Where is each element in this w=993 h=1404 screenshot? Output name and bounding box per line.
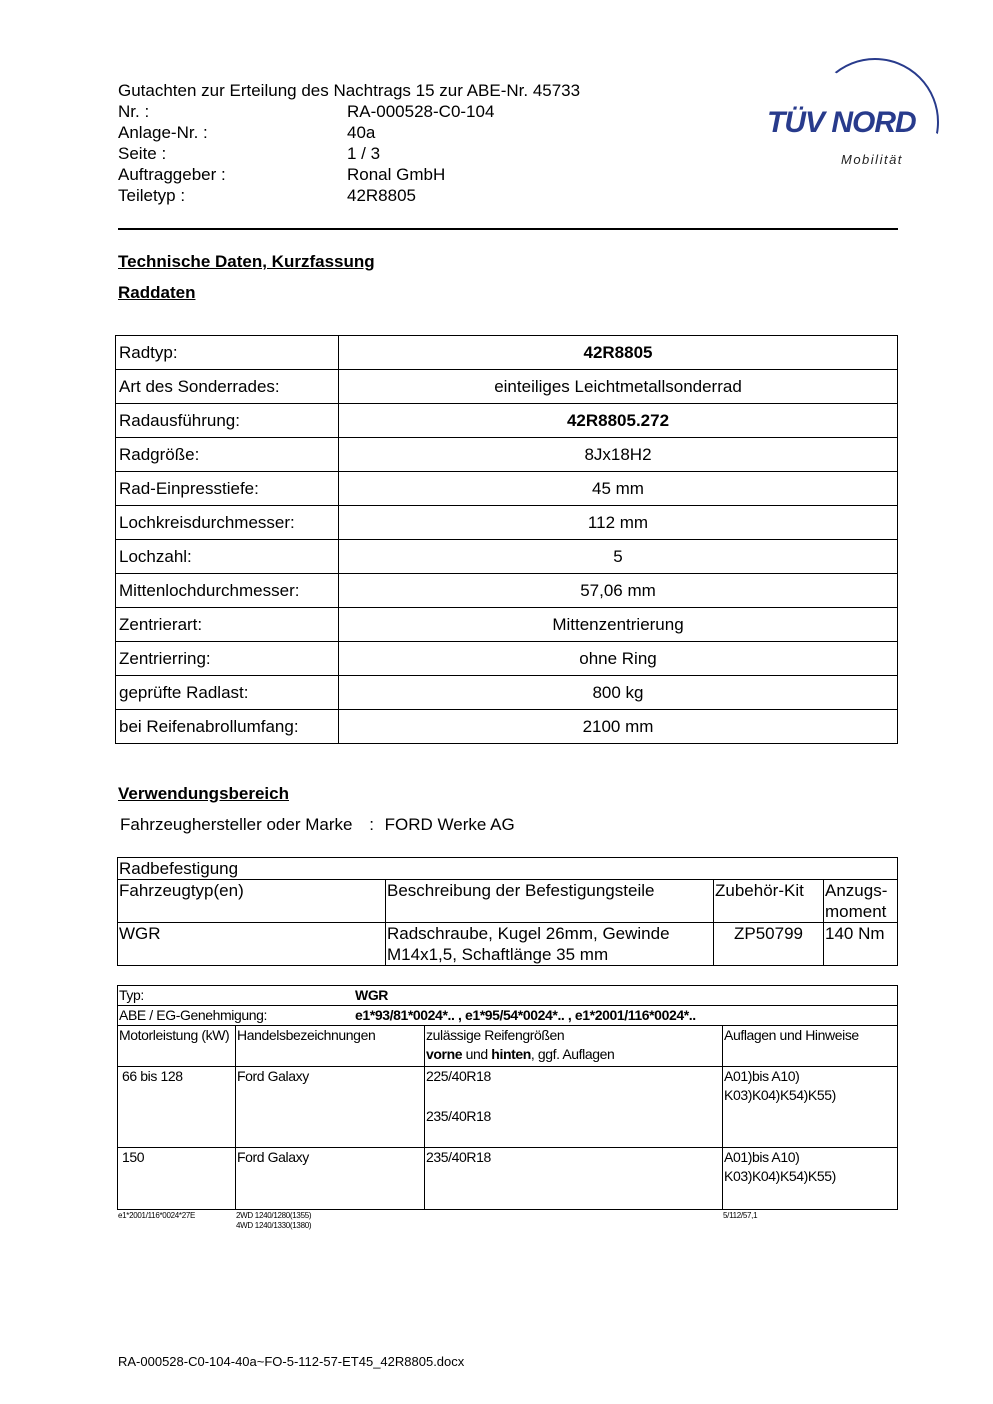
table-row [116, 642, 898, 676]
wheel-fixing-table [117, 857, 898, 966]
fixing-cell: ZP50799 [714, 923, 824, 966]
wheel-value: 800 kg [339, 676, 898, 710]
tyres-header-line2 [426, 1045, 721, 1064]
fixing-header: Zubehör-Kit [714, 880, 824, 923]
header-label: Auftraggeber : [118, 165, 226, 184]
notes-cell [723, 1067, 898, 1148]
header-tyres [425, 1026, 723, 1067]
table-row [116, 472, 898, 506]
maker-label: Fahrzeughersteller oder Marke [120, 815, 353, 834]
header-divider [118, 228, 898, 230]
notes-cell [723, 1148, 898, 1210]
header-label: Seite : [118, 144, 167, 163]
tyres-and: und [465, 1046, 488, 1062]
wheel-value: 5 [339, 540, 898, 574]
header-label: Anlage-Nr. : [118, 123, 208, 142]
table-row [116, 676, 898, 710]
note-line: A01)bis A10) [724, 1149, 800, 1165]
vehicle-type-table [117, 985, 898, 1210]
section-heading-tech: Technische Daten, Kurzfassung [118, 252, 375, 271]
approval-value: e1*93/81*0024*.. , e1*95/54*0024*.. , e1*2001/116*0024*.. [355, 1007, 696, 1023]
maker-separator: : [369, 815, 374, 834]
tyres-cell [425, 1067, 723, 1148]
wheel-label: geprüfte Radlast: [116, 676, 339, 710]
wheel-label: Zentrierring: [116, 642, 339, 676]
document-title: Gutachten zur Erteilung des Nachtrags 15 zur ABE-Nr. 45733 [118, 81, 581, 100]
wheel-data-table [115, 335, 898, 744]
wheel-value: ohne Ring [339, 642, 898, 676]
tyre-size: 235/40R18 [426, 1108, 491, 1124]
fixing-header: Anzugs-moment [824, 880, 898, 923]
note-line: A01)bis A10) [724, 1068, 800, 1084]
tuv-nord-logo [763, 58, 943, 170]
table-row [118, 1067, 898, 1148]
table-row [116, 404, 898, 438]
fixing-cell: WGR [118, 923, 386, 966]
tyres-rear: hinten [491, 1046, 531, 1062]
footnote-weights [236, 1211, 311, 1231]
logo-subtitle: Mobilität [841, 152, 903, 167]
tyre-size: 225/40R18 [426, 1068, 491, 1084]
wheel-value: einteiliges Leichtmetallsonderrad [339, 370, 898, 404]
wheel-label: Radausführung: [116, 404, 339, 438]
wheel-label: Art des Sonderrades: [116, 370, 339, 404]
wheel-value: 8Jx18H2 [339, 438, 898, 472]
tyres-cell [425, 1148, 723, 1210]
wheel-value: 42R8805 [339, 336, 898, 370]
table-row [118, 1006, 898, 1026]
table-row [116, 540, 898, 574]
header-power: Motorleistung (kW) [118, 1026, 236, 1067]
approval-label: ABE / EG-Genehmigung: [119, 1007, 268, 1023]
trade-cell: Ford Galaxy [236, 1067, 425, 1148]
wheel-label: Mittenlochdurchmesser: [116, 574, 339, 608]
wheel-label: Radgröße: [116, 438, 339, 472]
tyres-front: vorne [426, 1046, 463, 1062]
wheel-value: 42R8805.272 [339, 404, 898, 438]
logo-brand: TÜV NORD [767, 106, 916, 139]
type-cell [118, 986, 898, 1006]
type-label: Typ: [119, 987, 144, 1003]
wheel-label: bei Reifenabrollumfang: [116, 710, 339, 744]
table-row [116, 710, 898, 744]
wheel-value: 45 mm [339, 472, 898, 506]
wheel-value: 2100 mm [339, 710, 898, 744]
footnote-weight-line: 4WD 1240/1330(1380) [236, 1221, 312, 1230]
table-row [118, 923, 898, 966]
table-header-row [118, 880, 898, 923]
header-row-teiletyp [118, 185, 898, 206]
wheel-label: Zentrierart: [116, 608, 339, 642]
vehicle-maker-line [120, 815, 515, 835]
header-notes: Auflagen und Hinweise [723, 1026, 898, 1067]
table-row [116, 506, 898, 540]
footer-filename: RA-000528-C0-104-40a~FO-5-112-57-ET45_42R8805.docx [118, 1354, 465, 1369]
header-label: Teiletyp : [118, 186, 186, 205]
section-heading-usage: Verwendungsbereich [118, 784, 289, 803]
maker-value: FORD Werke AG [384, 815, 515, 834]
tyres-rest: , ggf. Auflagen [530, 1046, 615, 1062]
wheel-label: Radtyp: [116, 336, 339, 370]
table-row [118, 858, 898, 880]
footnote-weight-line: 2WD 1240/1280(1355) [236, 1211, 312, 1220]
table-row [116, 336, 898, 370]
wheel-value: 112 mm [339, 506, 898, 540]
wheel-label: Lochkreisdurchmesser: [116, 506, 339, 540]
header-value: 42R8805 [347, 186, 417, 205]
wheel-value: 57,06 mm [339, 574, 898, 608]
table-row [118, 986, 898, 1006]
power-cell: 150 [118, 1148, 236, 1210]
header-trade-name: Handelsbezeichnungen [236, 1026, 425, 1067]
fixing-title: Radbefestigung [118, 858, 898, 880]
wheel-label: Lochzahl: [116, 540, 339, 574]
table-row [116, 574, 898, 608]
wheel-label: Rad-Einpresstiefe: [116, 472, 339, 506]
table-row [118, 1148, 898, 1210]
footnote-bolt: 5/112/57,1 [723, 1211, 758, 1220]
table-row [116, 608, 898, 642]
header-label: Nr. : [118, 102, 150, 121]
power-cell: 66 bis 128 [118, 1067, 236, 1148]
note-line: K03)K04)K54)K55) [724, 1087, 836, 1103]
tyres-header-line: zulässige Reifengrößen [426, 1027, 565, 1043]
header-value: Ronal GmbH [347, 165, 446, 184]
approval-cell [118, 1006, 898, 1026]
header-value: 1 / 3 [347, 144, 381, 163]
table-row [116, 438, 898, 472]
fixing-cell: 140 Nm [824, 923, 898, 966]
trade-cell: Ford Galaxy [236, 1148, 425, 1210]
wheel-value: Mittenzentrierung [339, 608, 898, 642]
tyre-size: 235/40R18 [426, 1149, 491, 1165]
section-heading-wheel: Raddaten [118, 283, 196, 302]
footnote-approval: e1*2001/116*0024*27E [118, 1211, 196, 1220]
fixing-header: Beschreibung der Befestigungsteile [386, 880, 714, 923]
header-value: RA-000528-C0-104 [347, 102, 495, 121]
fixing-cell: Radschraube, Kugel 26mm, Gewinde M14x1,5, Schaftlänge 35 mm [386, 923, 714, 966]
table-header-row [118, 1026, 898, 1067]
note-line: K03)K04)K54)K55) [724, 1168, 836, 1184]
header-value: 40a [347, 123, 376, 142]
table-row [116, 370, 898, 404]
type-value: WGR [355, 987, 389, 1003]
fixing-header: Fahrzeugtyp(en) [118, 880, 386, 923]
